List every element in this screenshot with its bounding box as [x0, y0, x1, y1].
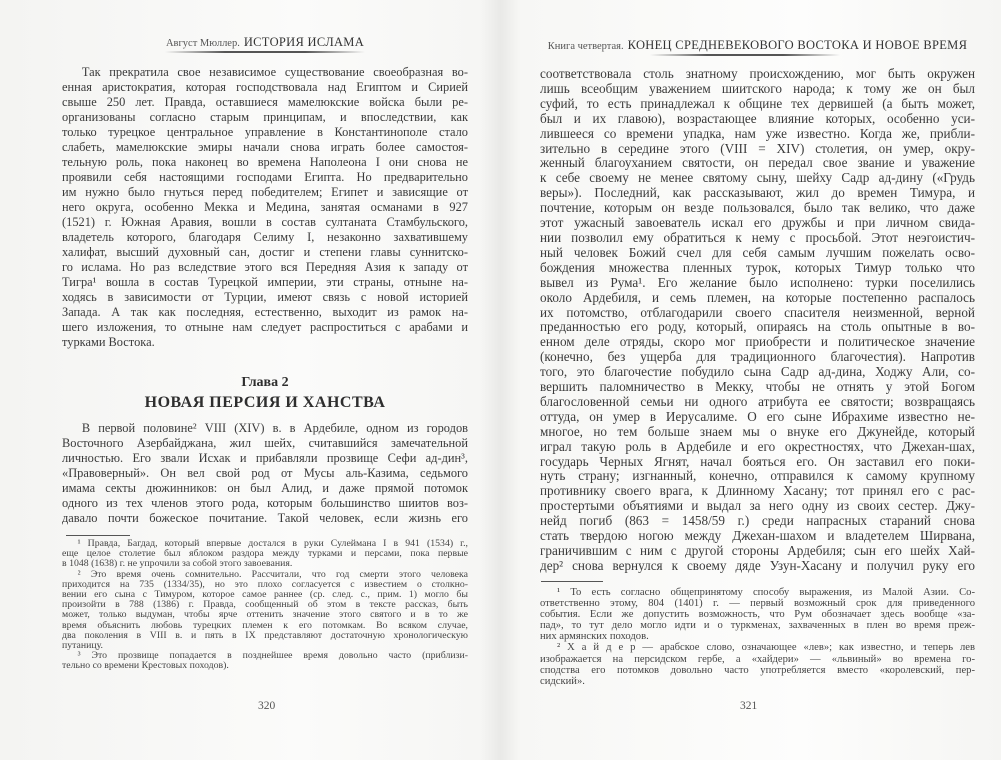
- footnote-line: ответственно этому, 804 (1401) г. — первый возможный срок для приведенного: [540, 598, 975, 610]
- text-line: шего изложения, то отныне нам следует распроститься с арабами и: [62, 320, 468, 334]
- text-line: ный человек Божий счел для себя самым лучшим пожелать осво-: [540, 244, 975, 260]
- text-line: слабеть, мамелюкские эмиры начали снова играть более самостоя-: [62, 140, 468, 154]
- text-line: к себе своему не менее святому сыну, шейху Садр ад-дину («Грудь: [540, 170, 975, 186]
- text-line: около Ардебиля, и семь племен, на которые постепенно распалось: [540, 289, 975, 305]
- text-line: соответствовала столь знатному происхождению, мог быть окружен: [540, 66, 975, 81]
- header-title: ИСТОРИЯ ИСЛАМА: [243, 35, 365, 49]
- text-line: халифат, высший духовный сан, достиг и степени главы суннитско-: [62, 245, 468, 259]
- footnote-rule: [541, 581, 603, 582]
- text-line: вывел из Рума¹. Его желание было исполнено: турки поселились: [540, 274, 975, 290]
- paragraph: [62, 421, 468, 526]
- header-book: Книга четвертая.: [547, 41, 624, 52]
- text-line: их потомство, отблагодарили своего спасителя неизменной, верной: [540, 304, 975, 320]
- text-line: лившееся со времени упадка, нам уже известно. Когда же, прибли-: [540, 125, 975, 141]
- text-line: стать твердою ногою между Джехан-шахом и владетелем Ширвана,: [540, 528, 975, 544]
- text-line: преданностью его роду, который, опираясь на столь опытные в во-: [540, 319, 975, 335]
- text-line: турками Востока.: [62, 335, 155, 349]
- running-header: [62, 33, 468, 51]
- text-line: давало почти божеское почитание. Такой человек, если жизнь его: [62, 511, 468, 525]
- footnote-line: может, только выдуман, чтобы ярче оттенить значение этого святого и в то же: [62, 609, 468, 621]
- text-line: Запада. А так как последняя, естественно, выходит из рамок на-: [62, 305, 468, 319]
- text-line: того, это благочестие побудило сына Садр ад-дина, Ходжу Али, со-: [540, 364, 975, 380]
- text-line: одного из тех членов этого рода, которым большинство шиитов воз-: [62, 496, 468, 510]
- text-line: дер² снова вернулся к своему дяде Узун-Хасану и получил руку его: [540, 557, 975, 573]
- paragraph: [540, 67, 975, 574]
- footnote-line: них армянских походов.: [540, 631, 649, 643]
- paragraph: [62, 65, 468, 350]
- text-line: играл такую роль в Ардебиле и его окрестностях, что Джехан-шах,: [540, 438, 975, 454]
- footnote-line: тельно со времени Крестовых походов).: [62, 660, 229, 672]
- text-line: «Правоверный». Он вел свой род от Мусы аль-Казима, седьмого: [62, 466, 468, 480]
- text-line: го ислама. Но раз вследствие этого вся Передняя Азия к западу от: [62, 260, 468, 274]
- footnote-line: в 1048 (1638) г. не упрочили за собой этого завоевания.: [62, 558, 293, 570]
- footnote-line: приходится на 735 (1334/35), но это плохо согласуется с известием о столкно-: [62, 578, 468, 590]
- text-line: организованы согласно старым принципам, и впоследствии, как: [62, 110, 468, 124]
- footnote-line: изображается на персидском гербе, а «хайдери» — «львиный» во времена го-: [540, 653, 975, 665]
- text-line: только турецкое центральное управление в Константинополе стало: [62, 125, 468, 139]
- text-line: им нужно было гнуться перед победителем; Египет и зависящие от: [62, 185, 468, 199]
- footnote-line: ¹ То есть согласно общепринятому способу выражения, из Малой Азии. Со-: [556, 587, 975, 598]
- text-line: государь Черных Ягнят, начал бояться его. Он заставил его поки-: [540, 453, 975, 469]
- text-line: Тигра¹ вошла в состав Турецкой империи, эти страны, отныне на-: [62, 275, 468, 289]
- text-line: личностью. Его звали Исхак и прибавляли прозвище Сефи ад-дин³,: [62, 451, 468, 465]
- footnote-line: сидский».: [540, 675, 585, 687]
- footnote-line: ¹ Правда, Багдад, который впервые достался в руки Сулеймана I в 941 (1534) г.,: [77, 538, 468, 549]
- text-line: имама секты дюжинников: он был Алид, и даже прямой потомок: [62, 481, 468, 495]
- text-line: зительно в середине этого (VIII = XIV) столетия, он умер, окру-: [540, 140, 975, 156]
- footnote-line: ² Х а й д е р — арабское слово, означающее «лев»; как известно, и теперь лев: [556, 642, 975, 654]
- left-page: [0, 0, 500, 760]
- text-line: противнику своего врага, к Длинному Хасану; тот принял его с рас-: [540, 483, 975, 499]
- footnote-line: события. Если же допустить возможность, что Рум обозначает здесь вообще «за-: [540, 609, 975, 621]
- text-line: веры»). Последний, как рассказывают, жил до времен Тимура, и: [540, 185, 975, 201]
- running-header: [540, 36, 975, 54]
- text-line: этот ужасный завоеватель искал его дружбы и при личном свида-: [540, 215, 975, 231]
- page-number: 321: [740, 700, 758, 712]
- text-line: проявили себя настоящими господами Египта. Но предварительно: [62, 170, 468, 184]
- footnote-line: ³ Это прозвище попадается в позднейшее время довольно часто (приблизи-: [77, 650, 468, 662]
- text-line: Восточного Азербайджана, жил шейх, считавшийся замечательной: [62, 436, 468, 450]
- text-line: нейд погиб (863 = 1458/59 г.) среди напрасных стараний снова: [540, 513, 975, 529]
- footnote-line: пад», то тут дело могло идти и о туркменах, захваченных в плен во время преж-: [540, 620, 975, 632]
- footnote-line: путаницу.: [62, 640, 103, 652]
- text-line: владетель которого, благодаря Селиму I, незаконно захватившему: [62, 230, 468, 244]
- text-line: (1521) г. Южная Аравия, вошли в состав султаната Стамбульского,: [62, 215, 468, 229]
- text-line: (конечно, без ущерба для традиционного благочестия). Напротив: [540, 349, 975, 365]
- text-line: бождения множества пленных турок, которых Тимур только что: [540, 259, 975, 275]
- footnote-line: ² Это время очень сомнительно. Рассчитали, что год смерти этого человека: [77, 568, 468, 580]
- footnote-line: вении его сына с Тимуром, которое самое раннее (ср. след. с., прим. 1) могло бы: [62, 589, 468, 601]
- text-line: него округа, особенно Мекка и Медина, занятая османами в 927: [62, 200, 468, 214]
- footnotes: [540, 587, 975, 687]
- text-line: почтение, которым он везде пользовался, было так велико, что даже: [540, 200, 975, 216]
- header-title: КОНЕЦ СРЕДНЕВЕКОВОГО ВОСТОКА И НОВОЕ ВРЕМЯ: [627, 38, 968, 52]
- text-line: благословенной семьи ни одного атрибута ее святости; возвращаясь: [540, 393, 975, 409]
- header-rule: [165, 51, 365, 53]
- text-line: многое, но тем больше знаем мы о внуке его Джунейде, который: [540, 423, 975, 439]
- header-rule: [650, 54, 840, 56]
- footnotes: [62, 539, 468, 672]
- text-line: простертыми объятиями и выдал за него одну из своих сестер. Джу-: [540, 498, 975, 514]
- text-line: нуть страну; изгнанный, конечно, отправился к самому крупному: [540, 468, 975, 484]
- chapter-title: НОВАЯ ПЕРСИЯ И ХАНСТВА: [144, 394, 386, 411]
- text-line: енная аристократия, которая господствовала над Египтом и Сирией: [62, 80, 468, 94]
- text-line: енном деле отряды, скоро мог приобрести и политическое значение: [540, 334, 975, 350]
- text-line: нии позволил ему обратиться к нему с просьбой. Этот неэгоистич-: [540, 229, 975, 245]
- page-number: 320: [258, 700, 276, 712]
- text-line: тельную роль, пока наконец во времена Наполеона I они снова не: [62, 155, 468, 169]
- header-author: Август Мюллер.: [165, 38, 240, 49]
- footnote-line: время объяснить любовь турецких племен к его потомкам. Во всяком случае,: [62, 619, 468, 631]
- footnote-rule: [66, 535, 130, 536]
- text-line: суфий, то есть принадлежал к общине тех дервишей (а быть может,: [540, 95, 975, 111]
- text-line: оттуда, он умер в Иерусалиме. О его сыне Ибрахиме известно не-: [540, 408, 975, 424]
- text-line: свыше 250 лет. Правда, оставшиеся мамелюкские войска были ре-: [62, 95, 468, 109]
- text-line: был и их главою), возрастающее влияние которых, особенно уси-: [540, 110, 975, 126]
- footnote-line: произойти в 788 (1386) г. Правда, сообщенный об этом в тексте рассказ, быть: [62, 599, 468, 611]
- text-line: граничившим с ним с другой стороны Ардебиля; сын его шейх Хай-: [540, 543, 975, 558]
- text-line: вершить паломничество в Мекку, чтобы не отнять у этой Богом: [540, 379, 975, 395]
- chapter-label: Глава 2: [241, 375, 289, 390]
- footnote-line: сподства его потомков довольно часто употребляется вместо «королевский, пер-: [540, 664, 975, 676]
- text-line: Так прекратила свое независимое существование своеобразная во-: [81, 65, 468, 79]
- text-line: лишь всеобщим уважением шиитского народа; к тому же он был: [540, 80, 975, 96]
- footnote-line: еще целое столетие был яблоком раздора между турками и персами, пока первые: [62, 548, 468, 560]
- text-line: В первой половине² VIII (XIV) в. в Ардебиле, одном из городов: [81, 421, 468, 435]
- footnote-line: два поколения в VIII в. и пять в IX представляют достаточную хронологическую: [62, 629, 468, 641]
- text-line: женный благоуханием святости, он передал свое звание и уважение: [540, 155, 975, 171]
- text-line: ходясь в зависимости от Турции, имеют связь с новой историей: [62, 290, 468, 304]
